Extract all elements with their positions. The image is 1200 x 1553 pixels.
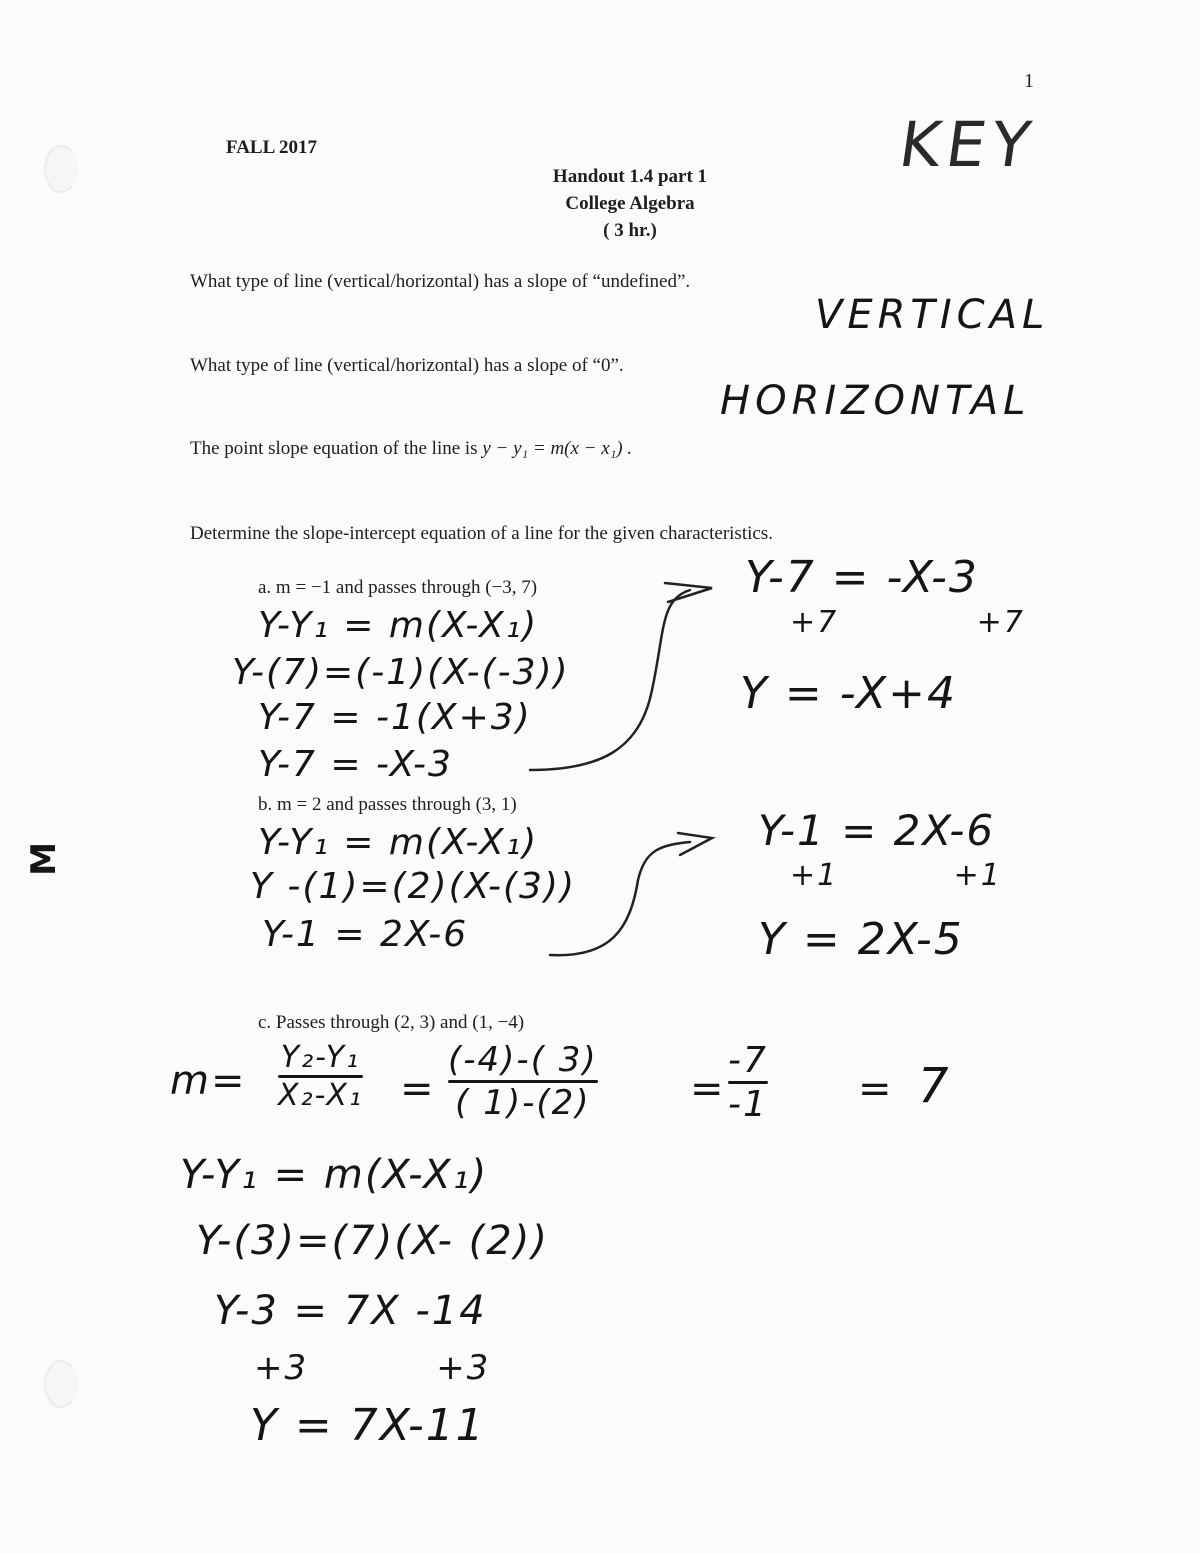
part-b-right-line-3: Y = 2X-5 <box>758 914 964 965</box>
answer-horizontal: HORIZONTAL <box>720 378 1031 424</box>
part-b-label: b. m = 2 and passes through (3, 1) <box>258 794 517 815</box>
part-b-work-line-3: Y-1 = 2X-6 <box>262 914 469 955</box>
part-c-equals-3: = <box>858 1066 894 1112</box>
question-undefined-slope: What type of line (vertical/horizontal) has a slope of “undefined”. <box>190 271 691 292</box>
binder-hole-top <box>44 145 78 193</box>
term-label: FALL 2017 <box>226 137 317 158</box>
part-a-work-line-1: Y-Y₁ = m(X-X₁) <box>258 605 539 646</box>
part-c-m-label: m= <box>170 1058 247 1104</box>
binder-hole-bottom <box>44 1360 78 1408</box>
part-c-slope-result: 7 <box>918 1058 951 1114</box>
slope-substitution-denominator: ( 1)-(2) <box>455 1083 591 1123</box>
part-c-equals-2: = <box>690 1066 726 1112</box>
page-number: 1 <box>1024 70 1034 92</box>
part-c-work-line-3: Y-3 = 7X -14 <box>214 1288 487 1334</box>
answer-vertical: VERTICAL <box>815 292 1050 338</box>
slope-formula-denominator: X₂-X₁ <box>278 1078 363 1113</box>
slope-value-denominator: -1 <box>728 1084 768 1125</box>
margin-mark: M <box>23 840 64 876</box>
handout-title: Handout 1.4 part 1 <box>552 166 708 187</box>
part-b-work-line-1: Y-Y₁ = m(X-X₁) <box>258 822 539 863</box>
part-b-right-line-1: Y-1 = 2X-6 <box>758 806 996 855</box>
part-a-arrowhead-icon <box>665 583 712 602</box>
part-a-label: a. m = −1 and passes through (−3, 7) <box>258 577 538 598</box>
part-c-work-line-1: Y-Y₁ = m(X-X₁) <box>180 1152 489 1198</box>
slope-formula-numerator: Y₂-Y₁ <box>280 1040 361 1075</box>
part-c-equals-1: = <box>400 1066 436 1112</box>
part-c-work-line-5: Y = 7X-11 <box>250 1400 486 1451</box>
part-c-work-line-4: +3 +3 <box>254 1348 491 1388</box>
part-c-slope-formula <box>278 1040 363 1113</box>
part-b-arrowhead-icon <box>678 833 712 855</box>
question-zero-slope: What type of line (vertical/horizontal) has a slope of “0”. <box>190 355 624 376</box>
point-slope-text: The point slope equation of the line is <box>190 438 478 459</box>
slope-value-numerator: -7 <box>728 1040 768 1081</box>
part-c-slope-substitution <box>448 1040 598 1123</box>
key-mark: KEY <box>894 108 1041 181</box>
part-c-slope-value <box>728 1040 768 1125</box>
part-a-work-line-3: Y-7 = -1(X+3) <box>258 697 532 738</box>
part-b-work-line-2: Y -(1)=(2)(X-(3)) <box>250 866 577 907</box>
point-slope-formula: y − y₁ = m(x − x₁) . <box>482 438 633 459</box>
part-a-right-line-2: +7 +7 <box>790 605 1025 640</box>
instructions: Determine the slope-intercept equation of a line for the given characteristics. <box>190 523 773 544</box>
part-c-work-line-2: Y-(3)=(7)(X- (2)) <box>196 1218 549 1264</box>
part-a-work-line-4: Y-7 = -X-3 <box>258 744 453 785</box>
part-a-work-line-2: Y-(7)=(-1)(X-(-3)) <box>232 652 570 693</box>
point-slope-statement <box>190 438 632 460</box>
part-a-right-line-3: Y = -X+4 <box>740 668 958 719</box>
slope-substitution-numerator: (-4)-( 3) <box>448 1040 598 1080</box>
course-hours: ( 3 hr.) <box>603 220 657 241</box>
course-title: College Algebra <box>565 193 695 214</box>
part-b-right-line-2: +1 +1 <box>790 858 1002 893</box>
part-c-label: c. Passes through (2, 3) and (1, −4) <box>258 1012 525 1033</box>
part-a-right-line-1: Y-7 = -X-3 <box>745 552 979 603</box>
